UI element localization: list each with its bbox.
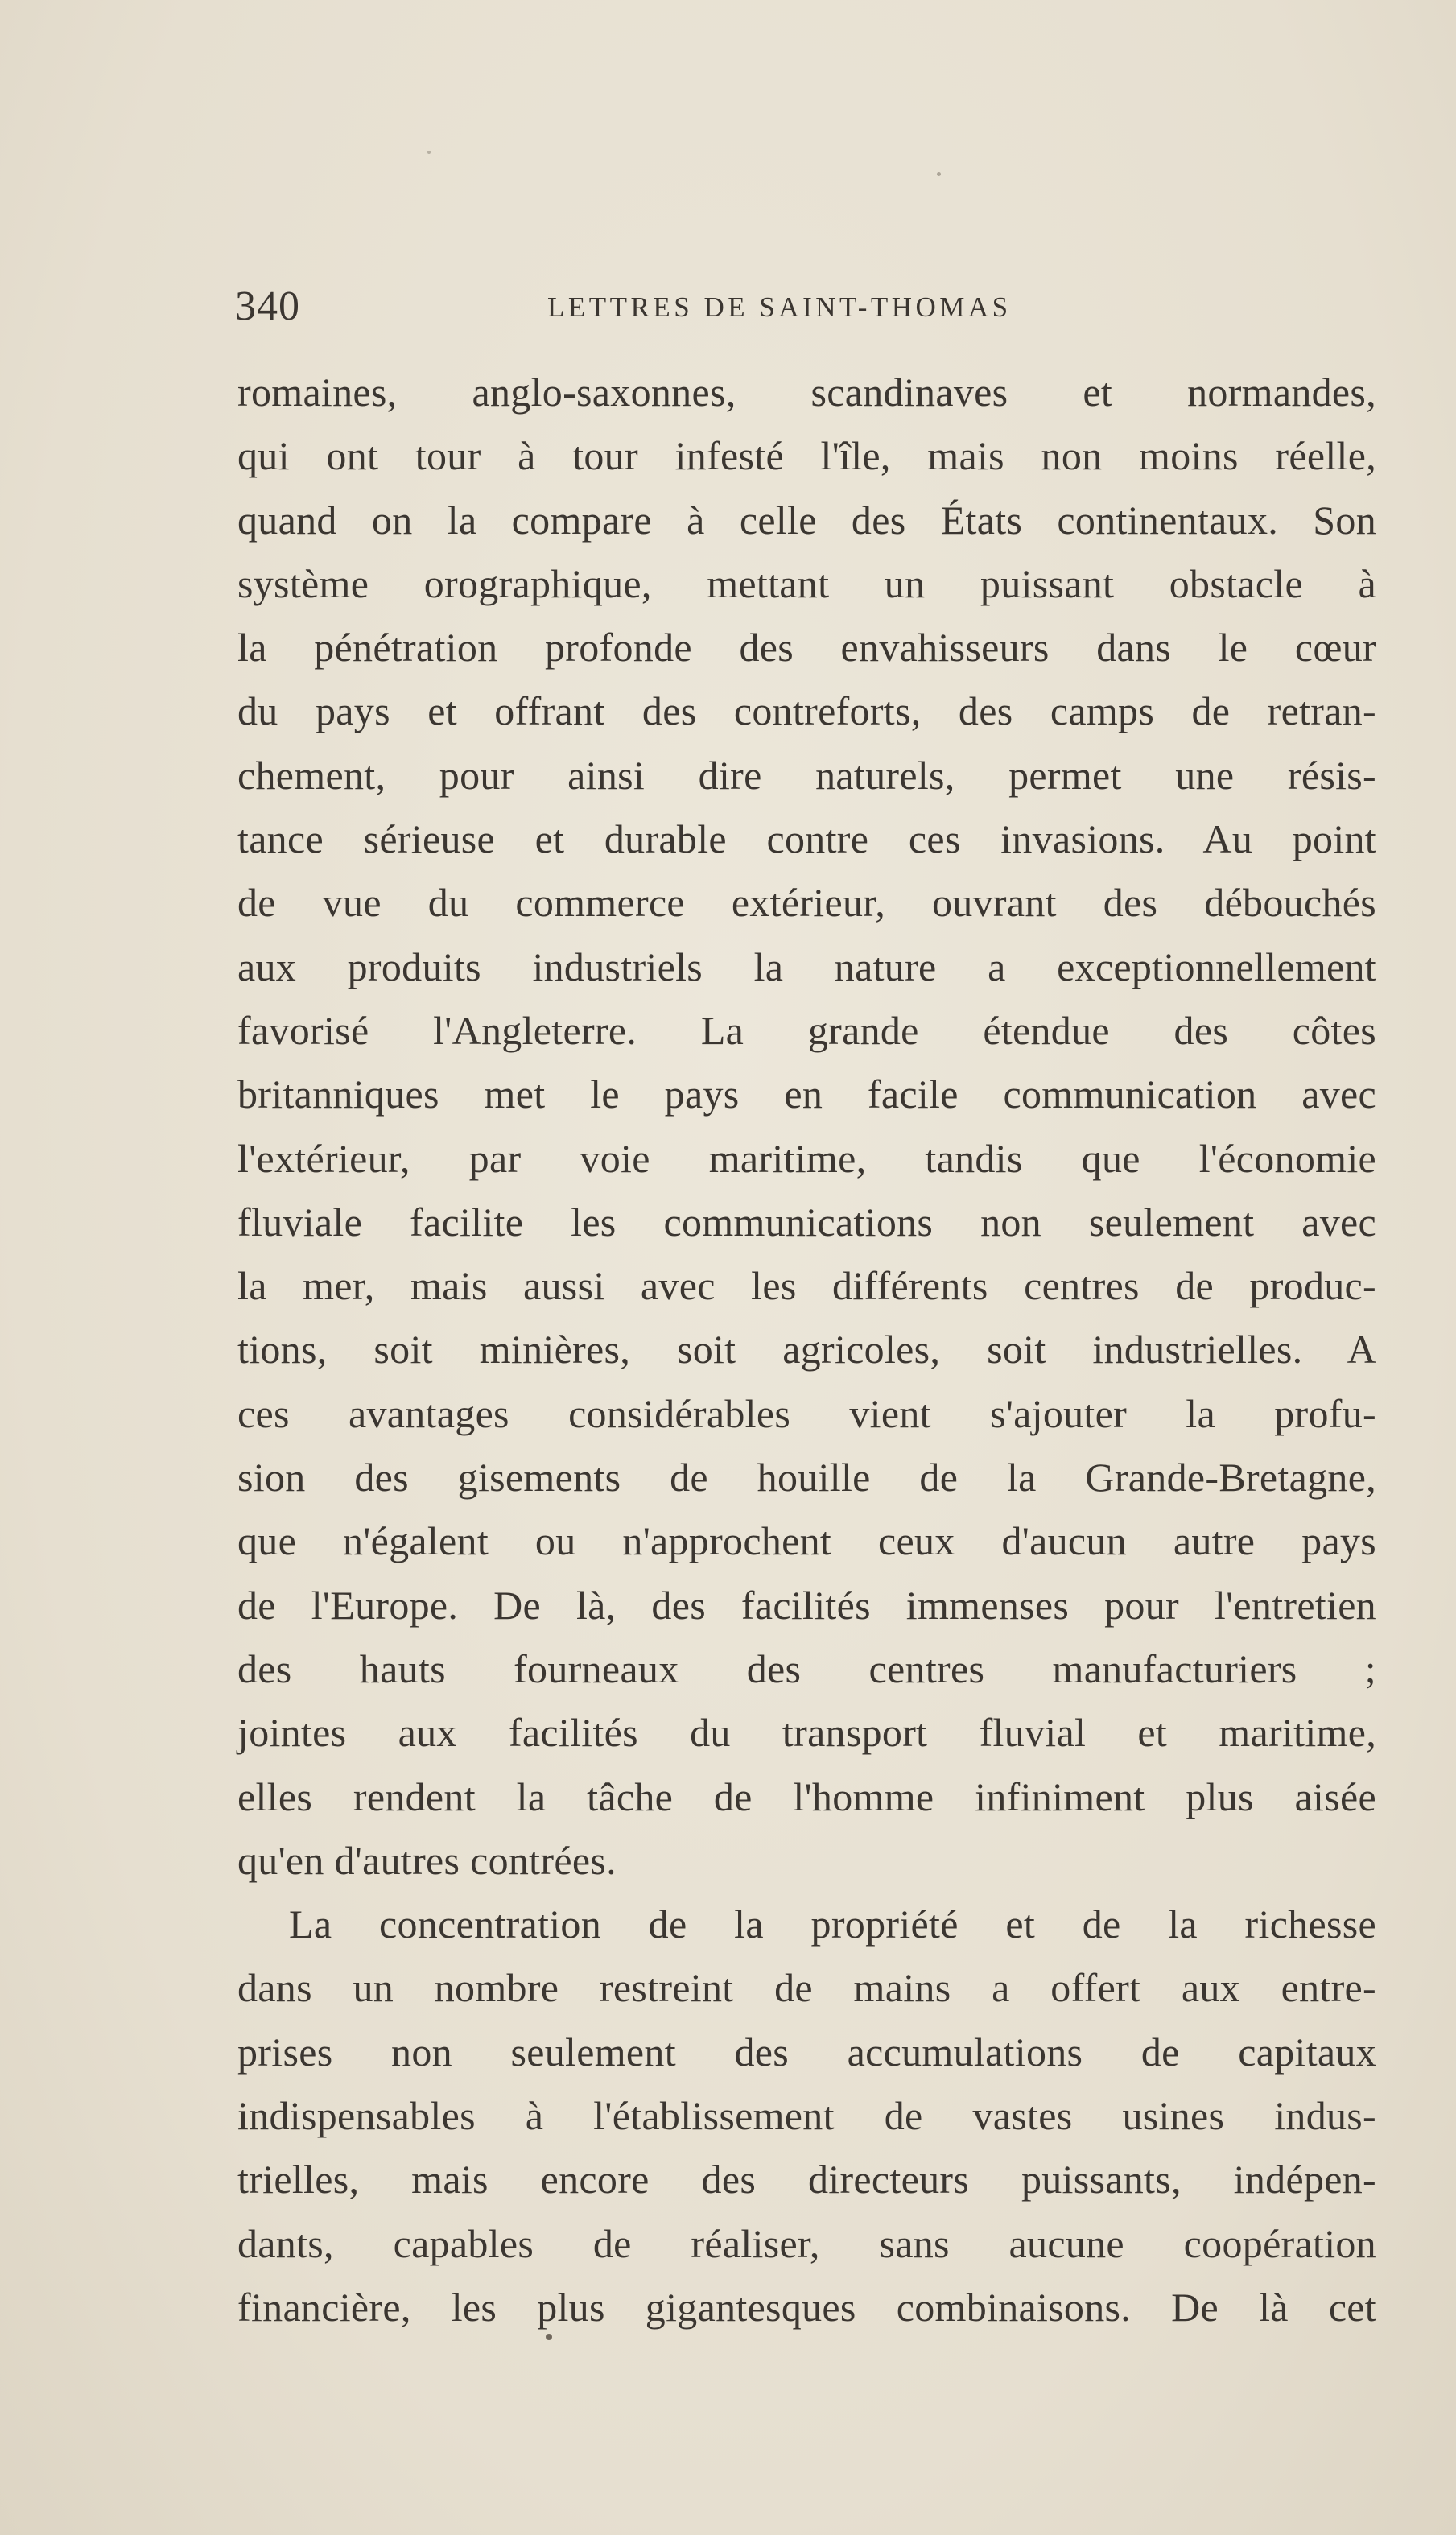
text-line: romaines, anglo-saxonnes, scandinaves et normandes, xyxy=(237,370,1376,415)
text-line: de vue du commerce extérieur, ouvrant des débouchés xyxy=(237,880,1376,926)
text-line: financière, les plus gigantesques combinaisons. De là cet xyxy=(237,2284,1376,2330)
text-line: chement, pour ainsi dire naturels, permet une résis- xyxy=(237,752,1376,798)
text-line: trielles, mais encore des directeurs puissants, indépen- xyxy=(237,2157,1376,2203)
text-line: britanniques met le pays en facile communication avec xyxy=(237,1071,1376,1117)
text-line: la pénétration profonde des envahisseurs dans le cœur xyxy=(237,625,1376,671)
text-line: indispensables à l'établissement de vastes usines indus- xyxy=(237,2093,1376,2139)
paragraph xyxy=(237,361,1376,1893)
running-head xyxy=(235,279,1376,335)
text-line: fluviale facilite les communications non seulement avec xyxy=(237,1199,1376,1245)
running-title: LETTRES DE SAINT-THOMAS xyxy=(547,291,1012,323)
text-line: tance sérieuse et durable contre ces invasions. Au point xyxy=(237,816,1376,862)
text-line: l'extérieur, par voie maritime, tandis que l'économie xyxy=(237,1135,1376,1181)
text-line: de l'Europe. De là, des facilités immenses pour l'entretien xyxy=(237,1582,1376,1628)
text-line: dans un nombre restreint de mains a offert aux entre- xyxy=(237,1965,1376,2011)
text-line: qui ont tour à tour infesté l'île, mais non moins réelle, xyxy=(237,433,1376,479)
text-line: qu'en d'autres contrées. xyxy=(237,1837,617,1883)
paper-speck xyxy=(546,2334,552,2340)
text-line: des hauts fourneaux des centres manufacturiers ; xyxy=(237,1645,1376,1691)
paper-speck xyxy=(937,172,941,176)
text-line: aux produits industriels la nature a exceptionnellement xyxy=(237,943,1376,989)
text-line: sion des gisements de houille de la Grande-Bretagne, xyxy=(237,1455,1376,1501)
text-line: elles rendent la tâche de l'homme infiniment plus aisée xyxy=(237,1773,1376,1819)
body-text xyxy=(237,361,1376,2339)
text-line: jointes aux facilités du transport fluvial et maritime, xyxy=(237,1710,1376,1756)
text-line: que n'égalent ou n'approchent ceux d'aucun autre pays xyxy=(237,1518,1376,1564)
page-number: 340 xyxy=(235,283,300,329)
paper-speck xyxy=(427,151,431,154)
text-line: la mer, mais aussi avec les différents centres de produc- xyxy=(237,1263,1376,1309)
text-line: ces avantages considérables vient s'ajouter la profu- xyxy=(237,1390,1376,1436)
text-line: favorisé l'Angleterre. La grande étendue des côtes xyxy=(237,1007,1376,1053)
text-line: quand on la compare à celle des États continentaux. Son xyxy=(237,497,1376,543)
text-line: du pays et offrant des contreforts, des camps de retran- xyxy=(237,688,1376,734)
text-line: système orographique, mettant un puissant obstacle à xyxy=(237,560,1376,606)
text-line: prises non seulement des accumulations de capitaux xyxy=(237,2029,1376,2075)
paragraph xyxy=(237,1893,1376,2339)
text-line: La concentration de la propriété et de la richesse xyxy=(289,1901,1376,1947)
text-line: dants, capables de réaliser, sans aucune coopération xyxy=(237,2220,1376,2266)
text-line: tions, soit minières, soit agricoles, soit industrielles. A xyxy=(237,1327,1376,1373)
